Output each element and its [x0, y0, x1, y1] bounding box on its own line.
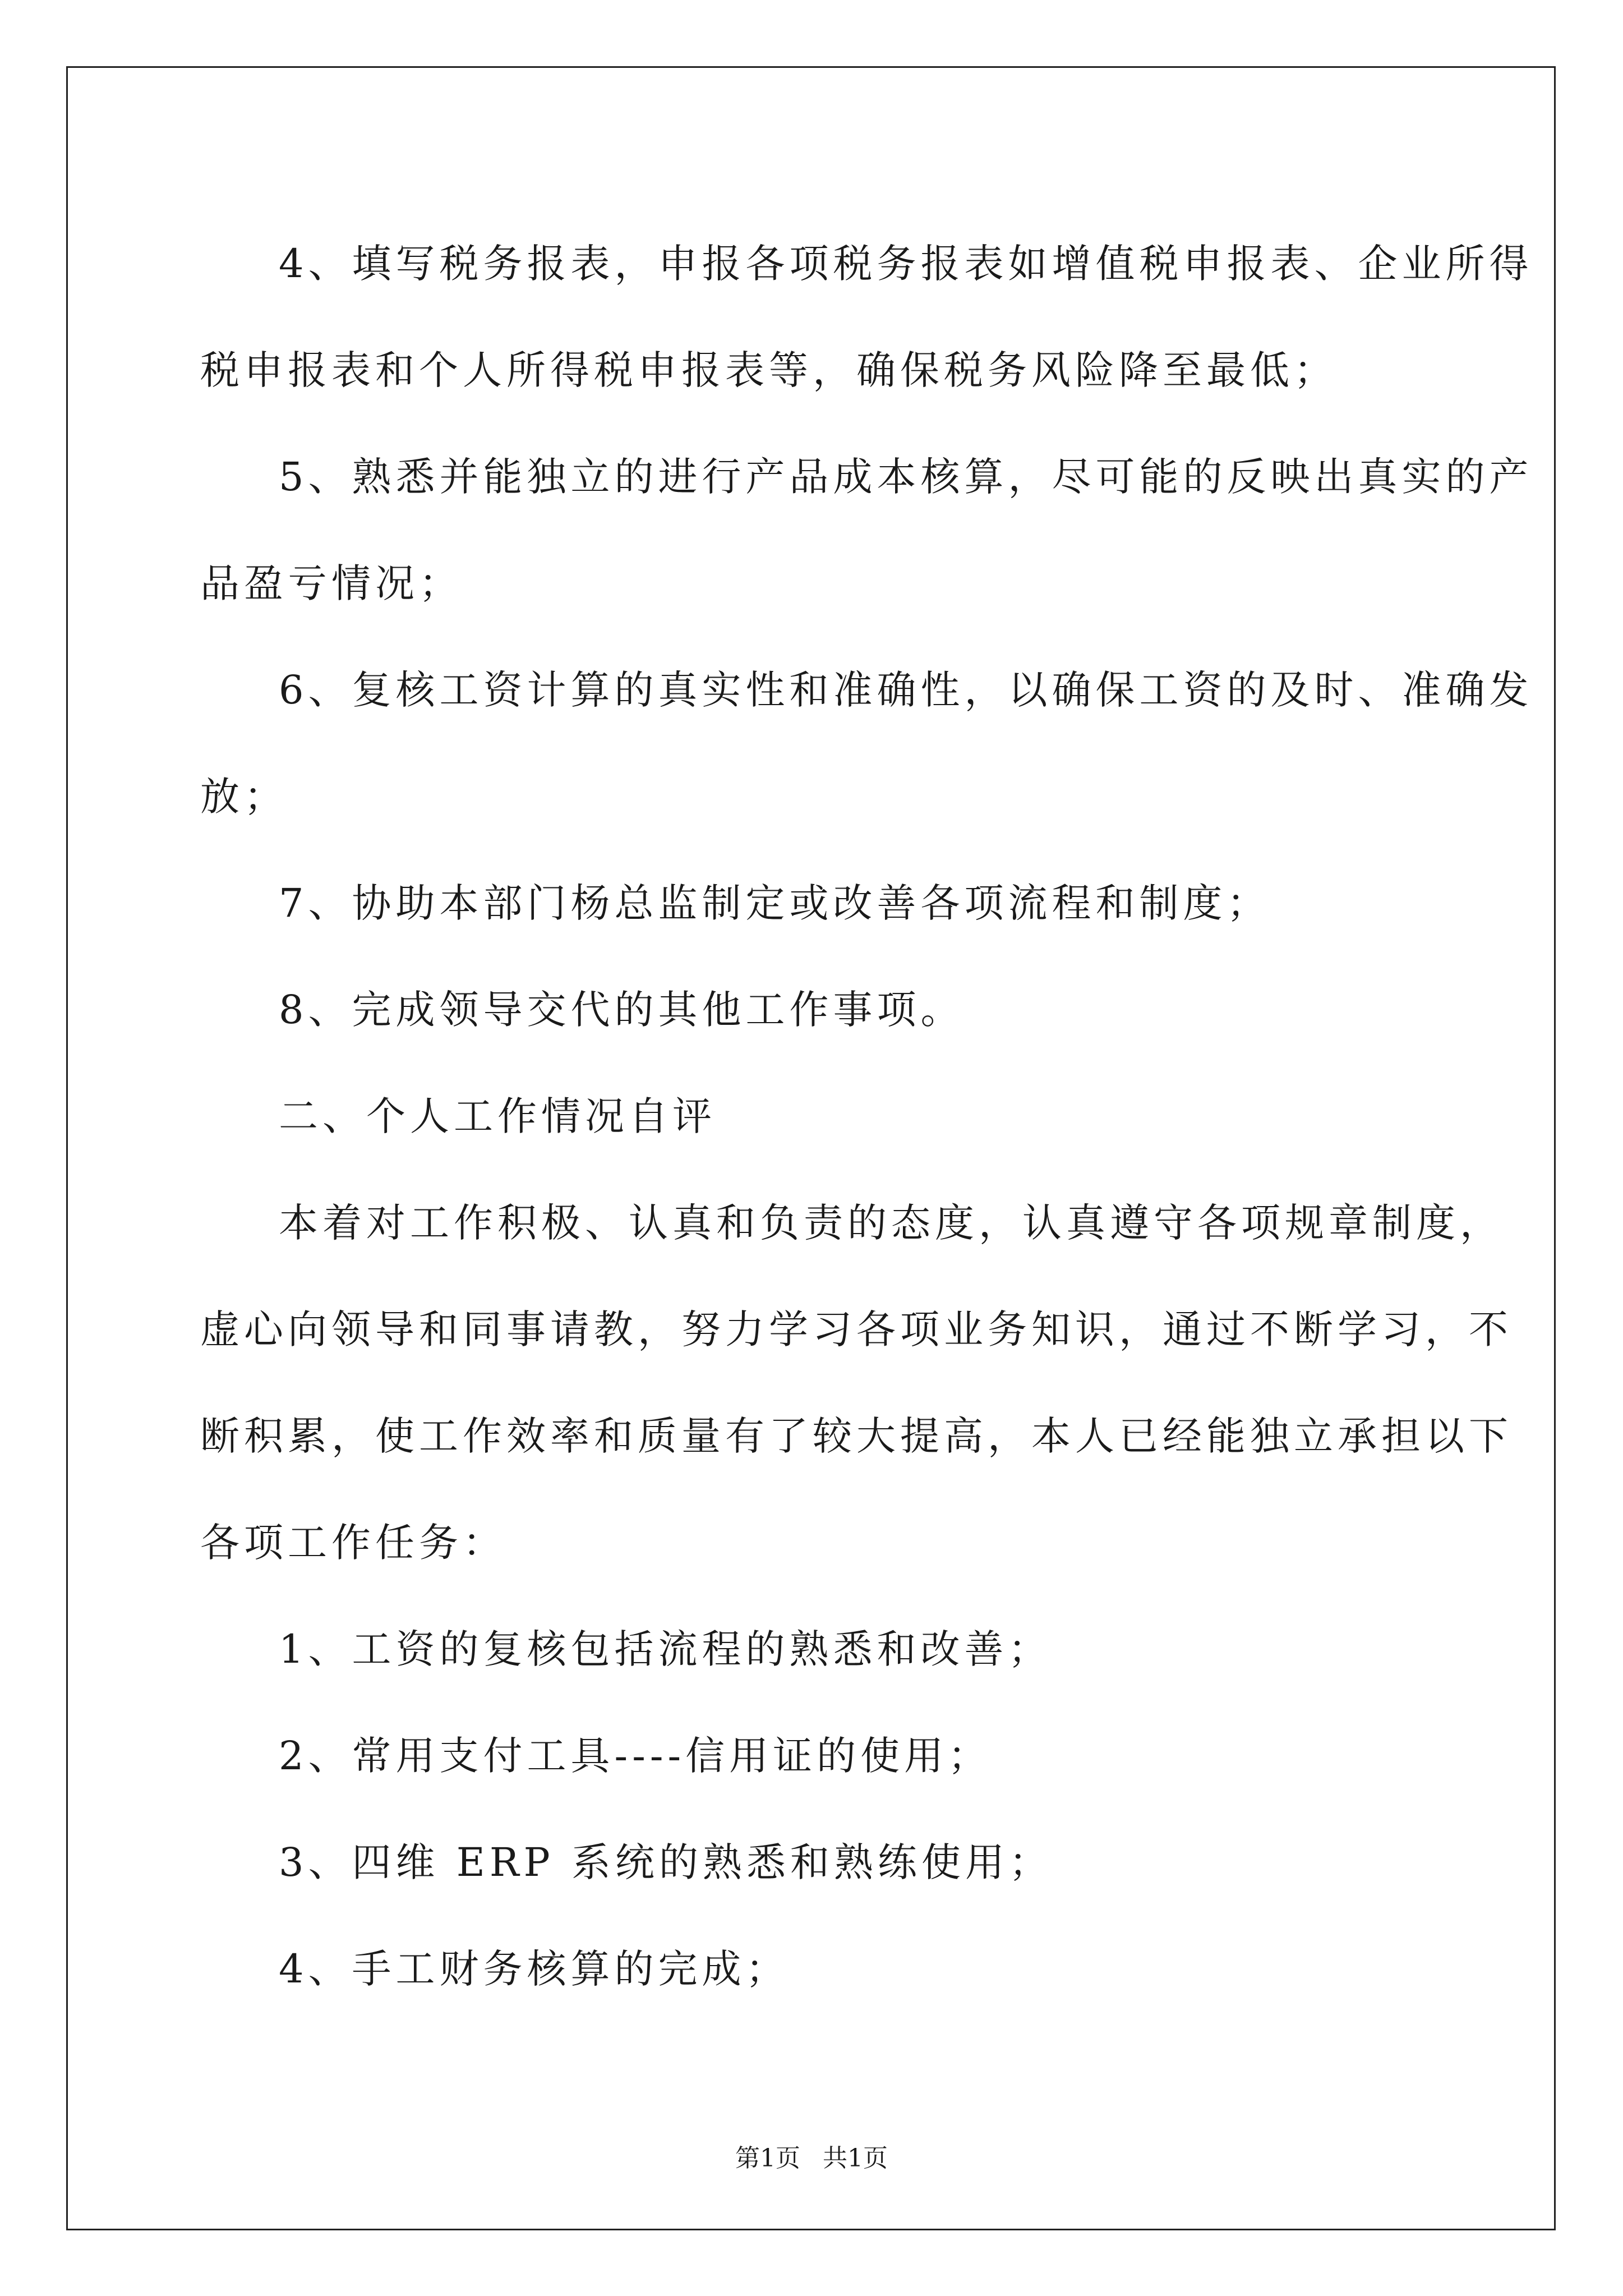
list-item: 1、工资的复核包括流程的熟悉和改善； [279, 1626, 1052, 1672]
paragraph-line: 4、填写税务报表，申报各项税务报表如增值税申报表、企业所得 [279, 241, 1533, 287]
section-heading: 二、个人工作情况自评 [279, 1093, 716, 1139]
paragraph-line: 8、完成领导交代的其他工作事项。 [279, 987, 965, 1033]
paragraph-line: 5、熟悉并能独立的进行产品成本核算，尽可能的反映出真实的产 [279, 454, 1533, 500]
paragraph-line: 7、协助本部门杨总监制定或改善各项流程和制度； [279, 880, 1271, 926]
paragraph-line: 6、复核工资计算的真实性和准确性，以确保工资的及时、准确发 [279, 667, 1533, 713]
page-number-total: 共1页 [823, 2144, 888, 2173]
paragraph-line: 各项工作任务： [200, 1520, 506, 1566]
document-body [200, 210, 1533, 2022]
list-item: 2、常用支付工具----信用证的使用； [279, 1733, 992, 1779]
page-number-current: 第1页 [735, 2144, 800, 2173]
paragraph-line: 断积累，使工作效率和质量有了较大提高，本人已经能独立承担以下 [200, 1413, 1513, 1459]
list-item: 4、手工财务核算的完成； [279, 1946, 790, 1992]
paragraph-line: 税申报表和个人所得税申报表等，确保税务风险降至最低； [200, 347, 1338, 393]
list-item: 3、四维 ERP 系统的熟悉和熟练使用； [279, 1839, 1053, 1885]
paragraph-line: 本着对工作积极、认真和负责的态度，认真遵守各项规章制度， [279, 1200, 1504, 1246]
paragraph-line: 放； [200, 774, 288, 820]
paragraph-line: 虚心向领导和同事请教，努力学习各项业务知识，通过不断学习，不 [200, 1306, 1513, 1352]
page-footer [0, 2142, 1623, 2175]
paragraph-line: 品盈亏情况； [200, 560, 463, 606]
